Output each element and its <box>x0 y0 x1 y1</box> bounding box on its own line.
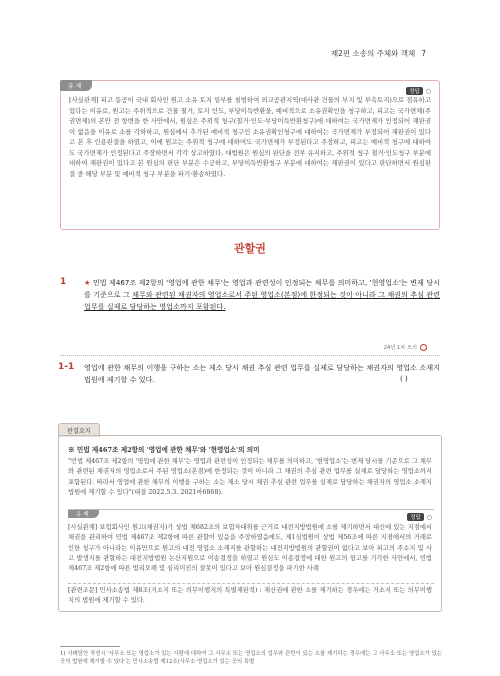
judgment-text: "민법 제467조 제2항의 '영업에 관한 채무'는 영업과 관련성이 인정되는 채무를 의미하고, '현영업소'는 변제 당시를 기준으로 그 채무와 관련된 채권자의 영업소로서 주된 영업소(본점)에 한정되는 것이 아니라 그 채권의 추심 관련 업무를 실제로 담당하는 영업소까지 포함된다. 따라서 영업에 관한 채무의 이행을 구하는 소는 제소 당시 채권 추심 관련 업무를 실제로 담당하는 채권자의 영업소 소재지 법원에 제기할 수 있다"(대결 2022.5.3. 2021마6868). <box>68 458 433 496</box>
source-label: 24년 1차 모의 <box>383 345 417 351</box>
panel-divider <box>68 509 434 510</box>
question-1-1-text: 영업에 관한 채무의 이행을 구하는 소는 제소 당시 채권 추심 관련 업무를 실제로 담당하는 채권자의 영업소 소재지 법원에 제기할 수 있다. <box>84 363 440 385</box>
section-title: 관할권 <box>234 242 266 255</box>
dotted-divider <box>60 355 440 356</box>
chapter-title: 제2편 소송의 주체와 객체 <box>330 49 416 58</box>
answer-badge <box>406 87 431 95</box>
question-text-a: 민법 제467조 제2항의 '영업에 관한 채무'는 영업과 관련성이 인정되는 채무를 의미하고, '현영업소'는 변제 당시를 기준으로 그 <box>84 278 440 300</box>
question-number-1-1: 1-1 <box>58 362 75 372</box>
sub-answer-mark: ○ <box>426 513 432 521</box>
sub-answer-label: 정답 <box>407 513 424 521</box>
answer-mark: ○ <box>425 87 431 95</box>
judgment-tab: 판결요지 <box>58 423 100 437</box>
example-tag: 유 제 <box>60 80 92 91</box>
answer-label: 정답 <box>406 87 423 95</box>
related-article-text: [관련조문] 민사소송법 제8조(거소지 또는 의무이행지의 특별재판적) : 재산권에 관한 소를 제기하는 경우에는 거소지 또는 의무이행지의 법원에 제기할 수 있다. <box>68 587 432 605</box>
footnote-rule <box>60 646 120 647</box>
answer-blank: ( ) <box>400 375 408 383</box>
question-source <box>384 344 427 351</box>
page-number: 7 <box>421 49 426 58</box>
sub-example-tag: 유 제 <box>68 510 99 518</box>
example-text: [사실관계] 피고 동공이 국내 회사인 원고 소유 토지 일부를 침범하여 외교공관지역(대사관 건물의 부지 및 부속토지)으로 점유하고 있다는 이유로, 원고는 주위적으로 건물 철거, 토지 인도, 부당이득반환을, 예비적으로 소유권확인을 청구하고, 피고는 국가면제(주권면제)의 본안 전 항변을 한 사안에서, 원심은 주위적 청구(철거·인도·부당이득반환청구)에 대하여는 국가면제가 인정되어 재판권이 없음을 이유로 소를 각하하고, 원심에서 추가된 예비적 청구인 소유권확인청구에 대하여는 국가면제가 부정되어 재판권이 있다고 본 후 인용판결을 하였고, 이에 원고는 주위적 청구에 대하여도 국가면제가 부정된다고 주장하고, 피고는 예비적 청구에 대하여도 국가면제가 인정된다고 주장하면서 각각 상고하였다. 대법원은 원심의 판단을 전부 유지하고, 주위적 청구 철거·인도청구 부분에 대하여 재판권이 있다고 본 원심의 판단 부분은 수긍하고, 부당이득반환청구 부분에 대하여는 재판권이 있다고 판단하면서 원심판결 중 해당 부분 및 예비적 청구 부분을 파기·환송하였다. <box>69 96 431 178</box>
panel-divider-2 <box>68 583 434 584</box>
question-number: 1 <box>60 277 67 287</box>
sub-answer-badge <box>407 513 432 521</box>
judgment-title: ※ 민법 제467조 제2항의 '영업에 관한 채무'와 '현영업소'의 의미 <box>68 446 260 454</box>
running-header <box>331 48 426 59</box>
question-text <box>84 277 440 314</box>
footnote: 1) 사례담안 작성시 '사무소 또는 영업소가 있는 사람에 대하여 그 사무소 또는 영업소의 업무와 관련이 있는 소를 제기하는 경우에는 그 사무소 또는 영업소가 있는 곳의 법원에 제기할 수 있다'는 민사소송법 제12조(사무소·영업소가 있는 곳의 특별 <box>60 651 442 665</box>
star-icon: ★ <box>84 278 91 287</box>
example-box <box>60 80 440 230</box>
question-text-underlined: 채무와 관련된 채권자의 영업소로서 주된 영업소(본점)에 한정되는 것이 아니라 그 채권의 추심 관련 업무를 실제로 담당하는 영업소까지 포함된다. <box>84 290 440 312</box>
circle-mark-icon <box>420 344 427 351</box>
facts-text: [사실관계] 보험회사인 원고(채권자)가 상법 제682조의 보험자대위를 근거로 대전지방법원에 소를 제기하면서 대신에 있는 지점에서 채권을 관리하여 민법 제467조 제2항에 따른 관할이 있음을 주장하였음에도, 제1심법원이 상법 제56조에 따른 지점에서의 거래로 인한 청구가 아니라는 이유만으로 원고의 대전 영업소 소재지를 관할하는 대전지방법원의 관할권이 없다고 보아 피고의 주소지 및 사고 발생지를 관할하는 대전지방법원 논산지원으로 이송결정을 하였고 원심도 이송결정에 대한 원고의 항고를 기각한 사안에서, 민법 제467조 제2항에 따른 법리오해 및 심리미진의 잘못이 있다고 보아 원심결정을 파기한 사례 <box>68 524 432 573</box>
